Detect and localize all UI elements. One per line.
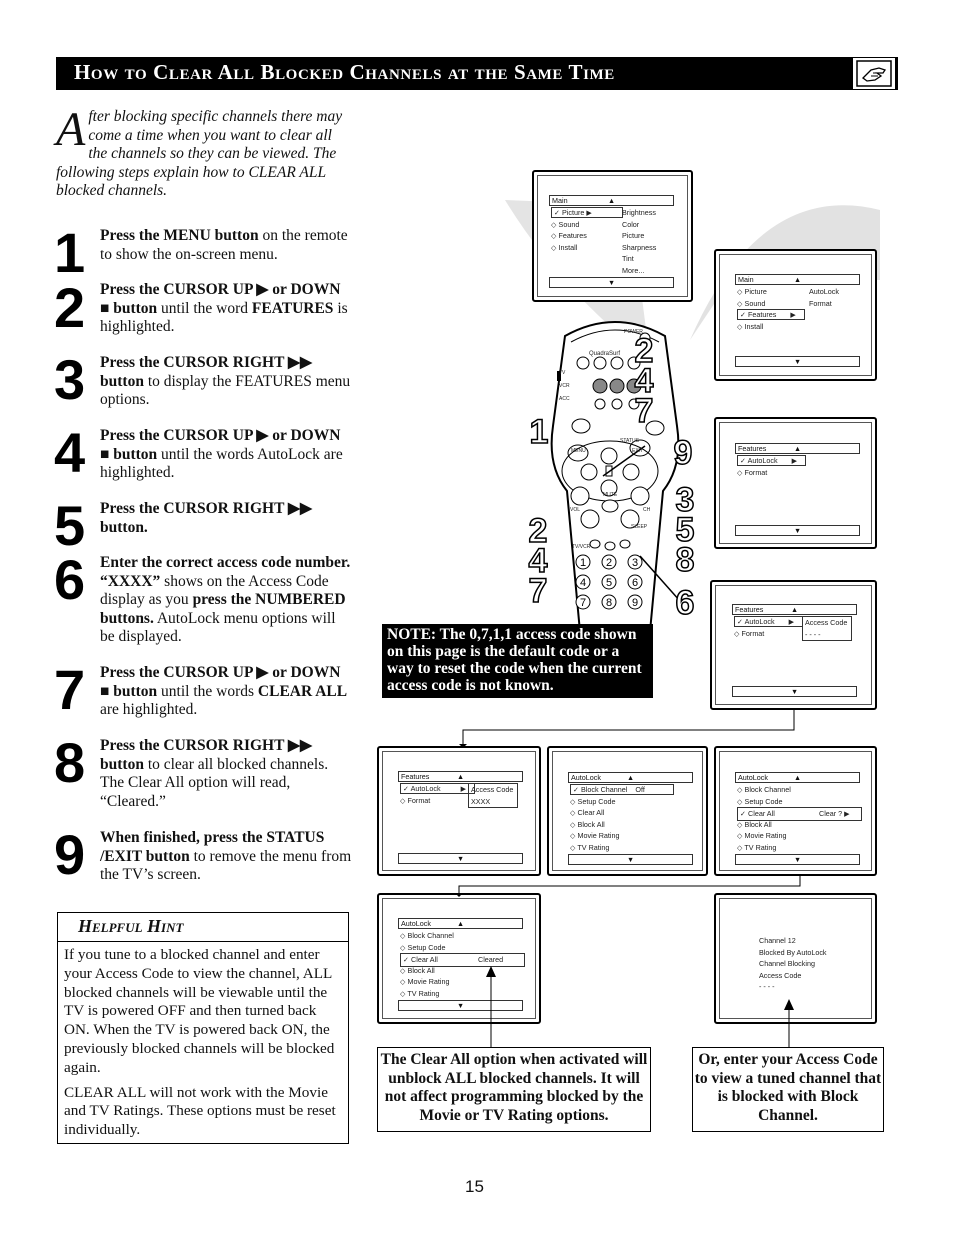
tvvcr-button[interactable]: TV/VCR xyxy=(572,544,591,550)
osd-left-list: ✓ Block Channel Off ◇ Setup Code ◇ Clear All ◇ Block All ◇ Movie Rating ◇ TV Rating xyxy=(570,784,674,853)
step-rest: shows on the Access Code display as you xyxy=(100,572,329,608)
remote-brand-label: QuadraSurf xyxy=(589,351,621,357)
hint-paragraph: CLEAR ALL will not work with the Movie and TV Ratings. These options must be reset individually. xyxy=(64,1083,336,1139)
osd-title-bar: AutoLock ▲ xyxy=(398,918,523,929)
access-code-caption: Or, enter your Access Code to view a tuned channel that is blocked with Block Channel. xyxy=(692,1047,884,1132)
step-number: 5 xyxy=(54,494,84,557)
intro-text: fter blocking specific channels there may come a time when you want to clear all the channels so they can be viewed. The following steps explain how to CLEAR ALL blocked channels. xyxy=(56,108,343,199)
svg-text:9: 9 xyxy=(631,597,639,609)
svg-text:7: 7 xyxy=(579,597,587,609)
svg-text:6: 6 xyxy=(631,577,639,589)
osd-title-bar: AutoLock ▲ xyxy=(735,772,860,783)
remote-acc-label: ACC xyxy=(559,396,570,402)
step-number: 6 xyxy=(54,548,84,611)
step-number: 3 xyxy=(54,348,84,411)
step-rest: to display the FEATURES menu options. xyxy=(100,372,351,408)
exit-button[interactable]: EXIT xyxy=(632,448,644,454)
step-number: 7 xyxy=(54,658,84,721)
step-number: 4 xyxy=(54,421,84,484)
step-rest: are highlighted. xyxy=(100,701,198,718)
step-rest: on the remote to show the on-screen menu. xyxy=(100,227,348,263)
helpful-hint-title: Helpful Hint xyxy=(58,913,348,942)
step-bold: Enter the correct access code number. “XXXX” xyxy=(100,554,351,590)
osd-left-list: ◇ Picture ◇ Sound ✓ Features ▶ ◇ Install xyxy=(737,286,805,332)
osd-left-list: ✓ Picture ▶ ◇ Sound ◇ Features ◇ Install xyxy=(551,207,623,253)
callout-number: 2 4 7 xyxy=(528,512,548,610)
step-number: 9 xyxy=(54,823,84,886)
clear-all-caption: The Clear All option when activated will unblock ALL blocked channels. It will not affect programming blocked by the Movie or TV Rating options. xyxy=(377,1047,651,1132)
down-arrow-icon: ▼ xyxy=(549,277,674,288)
svg-text:2: 2 xyxy=(605,557,613,569)
step-bold: Press the CURSOR RIGHT ▶▶ button. xyxy=(100,500,312,536)
callout-number: 3 5 8 xyxy=(675,481,695,579)
page-number: 15 xyxy=(465,1177,484,1196)
step-number: 2 xyxy=(54,276,84,339)
remote-vcr-label: VCR xyxy=(559,383,570,389)
step-number: 1 xyxy=(54,221,84,284)
osd-item-autolock: ✓ AutoLock ▶ xyxy=(737,455,806,466)
ch-label: CH xyxy=(643,507,651,513)
step-bold: Press the CURSOR UP ▶ or DOWN ■ button xyxy=(100,427,341,463)
tv-screen-access-code: Features ▲ ✓ AutoLock ▶ ◇ Format Access Code - - - - ▼ xyxy=(710,580,877,710)
step-rest: to remove the menu from the TV’s screen. xyxy=(100,847,352,883)
osd-item: Features xyxy=(558,231,587,240)
step-bold: Press the CURSOR RIGHT ▶▶ button xyxy=(100,737,312,773)
sleep-button[interactable]: SLEEP xyxy=(631,524,648,530)
step-bold: Press the CURSOR UP ▶ or DOWN ■ button xyxy=(100,664,341,700)
osd-left-list: ◇ Block Channel ◇ Setup Code ✓ Clear All Clear ? ▶ ◇ Block All ◇ Movie Rating ◇ TV Rating xyxy=(737,784,862,853)
osd-item-features: ✓ Features ▶ xyxy=(737,309,805,320)
tv-screen-features: Features ▲ ✓ AutoLock ▶ ◇ Format ▼ xyxy=(714,417,877,549)
osd-left-list: ◇ Block Channel ◇ Setup Code ✓ Clear All Cleared ◇ Block All ◇ Movie Rating ◇ TV Rating xyxy=(400,930,525,999)
tv-screen-autolock: AutoLock ▲ ✓ Block Channel Off ◇ Setup Code ◇ Clear All ◇ Block All ◇ Movie Rating ◇ TV Rating ▼ xyxy=(547,746,708,876)
step-bold: Press the MENU button xyxy=(100,227,259,244)
osd-left-list: ✓ AutoLock ▶ ◇ Format xyxy=(737,455,806,478)
osd-title-bar: Features ▲ xyxy=(732,604,857,615)
note-box: NOTE: The 0,7,1,1 access code shown on this page is the default code or a way to reset the code when the current access code is not known. xyxy=(382,624,653,698)
osd-item-picture: ✓ Picture ▶ xyxy=(551,207,623,218)
callout-number: 6 xyxy=(675,584,695,622)
osd-access-code-field: Access Code XXXX xyxy=(468,783,518,808)
osd-title: Main xyxy=(552,196,568,205)
osd-item-clear-all: ✓ Clear All Cleared xyxy=(400,953,525,967)
step-rest: until the words AutoLock are highlighted. xyxy=(100,445,343,481)
osd-right-list: AutoLock Format xyxy=(809,287,839,308)
tv-screen-access-code-entered: Features ▲ ✓ AutoLock ▶ ◇ Format Access Code XXXX ▼ xyxy=(377,746,541,876)
step-bold: When finished, press the STATUS /EXIT button xyxy=(100,829,325,865)
tv-screen-autolock-cleared: AutoLock ▲ ◇ Block Channel ◇ Setup Code ✓ Clear All Cleared ◇ Block All ◇ Movie Rating ◇ TV Rating ▼ xyxy=(377,893,541,1024)
osd-access-code-field: Access Code - - - - xyxy=(802,616,852,641)
step-bold: Press the CURSOR UP ▶ or DOWN ■ button xyxy=(100,281,341,317)
osd-item-clear-all: ✓ Clear All Clear ? ▶ xyxy=(737,807,862,821)
svg-text:1: 1 xyxy=(579,557,587,569)
menu-button[interactable]: MENU xyxy=(571,448,586,454)
osd-blocked-message: Channel 12 Blocked By AutoLock Channel Blocking Access Code - - - - xyxy=(759,936,827,991)
status-button[interactable]: STATUS xyxy=(620,438,639,444)
osd-item: Install xyxy=(558,242,578,252)
remote-tv-label: TV xyxy=(559,370,566,376)
remote-power-label: POWER xyxy=(624,329,643,335)
step-rest: AutoLock menu options will be displayed. xyxy=(100,609,336,645)
hint-paragraph: If you tune to a blocked channel and enter your Access Code to view the channel, ALL blocked channels will be viewable until the TV is powered OFF and then turned back ON. When the TV is powered back ON, the previously blocked channels will be blocked again. xyxy=(64,946,335,1076)
svg-text:3: 3 xyxy=(631,557,639,569)
callout-number: 1 xyxy=(529,413,549,451)
svg-text:5: 5 xyxy=(605,577,613,589)
tv-screen-main-features: Main ▲ ◇ Picture ◇ Sound ✓ Features ▶ ◇ Install AutoLock Format ▼ xyxy=(714,249,877,381)
osd-left-list: ✓ AutoLock ▶ ◇ Format xyxy=(400,783,475,806)
osd-right-list: Brightness Color Picture Sharpness Tint More... xyxy=(622,208,657,275)
step-bold: FEATURES xyxy=(251,299,334,317)
svg-text:8: 8 xyxy=(605,597,613,609)
mute-button[interactable]: MUTE xyxy=(603,492,618,498)
page-title: How to Clear All Blocked Channels at the Same Time xyxy=(74,60,615,84)
drop-cap: A xyxy=(56,103,86,156)
step-bold: press the NUMBERED buttons. xyxy=(100,591,346,627)
callout-number: 9 xyxy=(673,434,693,472)
step-rest: until the word xyxy=(157,299,252,317)
step-bold: Press the CURSOR RIGHT ▶▶ button xyxy=(100,354,312,390)
osd-title-bar: AutoLock ▲ xyxy=(568,772,693,783)
step-rest: is highlighted. xyxy=(100,299,348,335)
osd-title-bar: Main ▲ xyxy=(735,274,860,285)
osd-item: Sound xyxy=(558,219,580,229)
up-arrow-icon: ▲ xyxy=(608,196,616,205)
osd-item-block-channel: ✓ Block Channel Off xyxy=(570,784,674,795)
step-rest: to clear all blocked channels. The Clear All option will read, “Cleared.” xyxy=(100,755,329,810)
step-bold: CLEAR ALL xyxy=(257,682,348,700)
step-number: 8 xyxy=(54,731,84,794)
vol-label: VOL xyxy=(570,507,581,513)
tv-screen-autolock-clear: AutoLock ▲ ◇ Block Channel ◇ Setup Code ✓ Clear All Clear ? ▶ ◇ Block All ◇ Movie Rating ◇ TV Rating ▼ xyxy=(714,746,877,876)
osd-title-bar: Features ▲ xyxy=(735,443,860,454)
osd-left-list: ✓ AutoLock ▶ ◇ Format xyxy=(734,616,803,639)
osd-title-bar: Features ▲ xyxy=(398,771,523,782)
step-rest: until the words xyxy=(157,682,258,700)
svg-text:4: 4 xyxy=(579,577,587,589)
callout-number: 2 4 7 xyxy=(634,332,654,430)
